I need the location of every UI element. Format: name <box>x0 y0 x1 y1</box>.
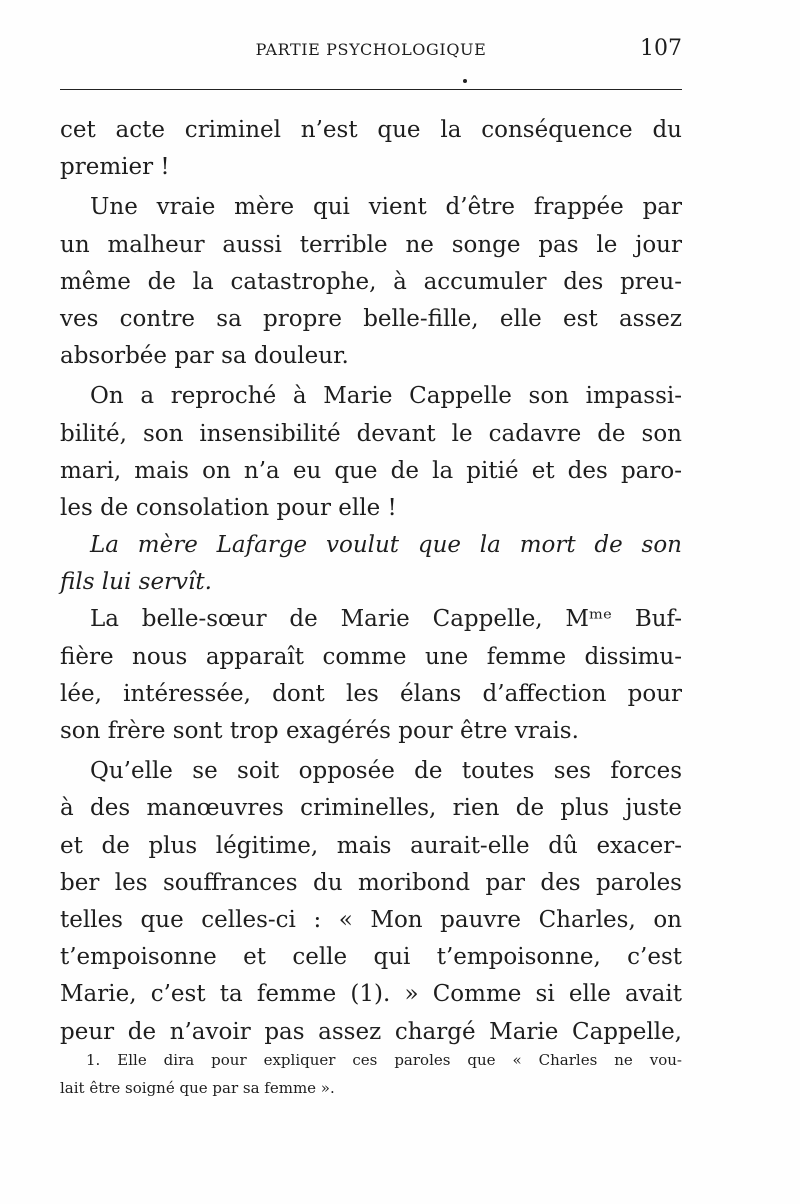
text-line: les de consolation pour elle ! <box>60 494 397 521</box>
text-line: premier ! <box>60 154 170 181</box>
paragraph-first-line: Une vraie mère qui vient d’être frappée par <box>90 194 682 221</box>
text-line: t’empoisonne et celle qui t’empoisonne, c’est <box>60 944 682 971</box>
paragraph-first-line: Qu’elle se soit opposée de toutes ses forces <box>90 758 682 785</box>
page-header <box>60 36 682 76</box>
paragraph-first-line: On a reproché à Marie Cappelle son impassi- <box>90 383 682 410</box>
text-line: peur de n’avoir pas assez chargé Marie Cappelle, <box>60 1018 682 1045</box>
footnote-line: lait être soigné que par sa femme ». <box>60 1079 335 1097</box>
text-line: son frère sont trop exagérés pour être vrais. <box>60 718 579 744</box>
text-line: ber les souffrances du moribond par des paroles <box>60 869 682 896</box>
body-text <box>60 112 682 1051</box>
text-line: absorbée par sa douleur. <box>60 343 349 370</box>
italic-paragraph-first-line: La mère Lafarge voulut que la mort de son <box>90 532 682 559</box>
text-line: mari, mais on n’a eu que de la pitié et des paro- <box>60 457 682 484</box>
text-line: ves contre sa propre belle-fille, elle est assez <box>60 305 682 332</box>
text-line: lée, intéressée, dont les élans d’affection pour <box>60 680 682 707</box>
rule-dot-mark <box>463 79 467 83</box>
text-line: à des manœuvres criminelles, rien de plus juste <box>60 795 682 822</box>
text-line: bilité, son insensibilité devant le cadavre de son <box>60 420 682 447</box>
page-number: 107 <box>640 36 682 61</box>
italic-text-line: fils lui servît. <box>60 569 212 596</box>
footnote-line: 1. Elle dira pour expliquer ces paroles que « Charles ne vou- <box>86 1051 682 1069</box>
text-line: telles que celles-ci : « Mon pauvre Charles, on <box>60 906 682 933</box>
text-line: un malheur aussi terrible ne songe pas le jour <box>60 231 682 258</box>
running-head: PARTIE PSYCHOLOGIQUE <box>255 40 487 59</box>
text-line: fière nous apparaît comme une femme dissimu- <box>60 643 682 670</box>
text-line: Marie, c’est ta femme (1). » Comme si elle avait <box>60 981 682 1008</box>
header-rule <box>60 89 682 90</box>
paragraph-first-line: La belle-sœur de Marie Cappelle, Mᵐᵉ Buf- <box>90 606 682 633</box>
text-line: cet acte criminel n’est que la conséquence du <box>60 117 682 143</box>
text-line: même de la catastrophe, à accumuler des preu- <box>60 268 682 295</box>
footnotes <box>60 1046 682 1102</box>
text-line: et de plus légitime, mais aurait-elle dû exacer- <box>60 832 682 859</box>
